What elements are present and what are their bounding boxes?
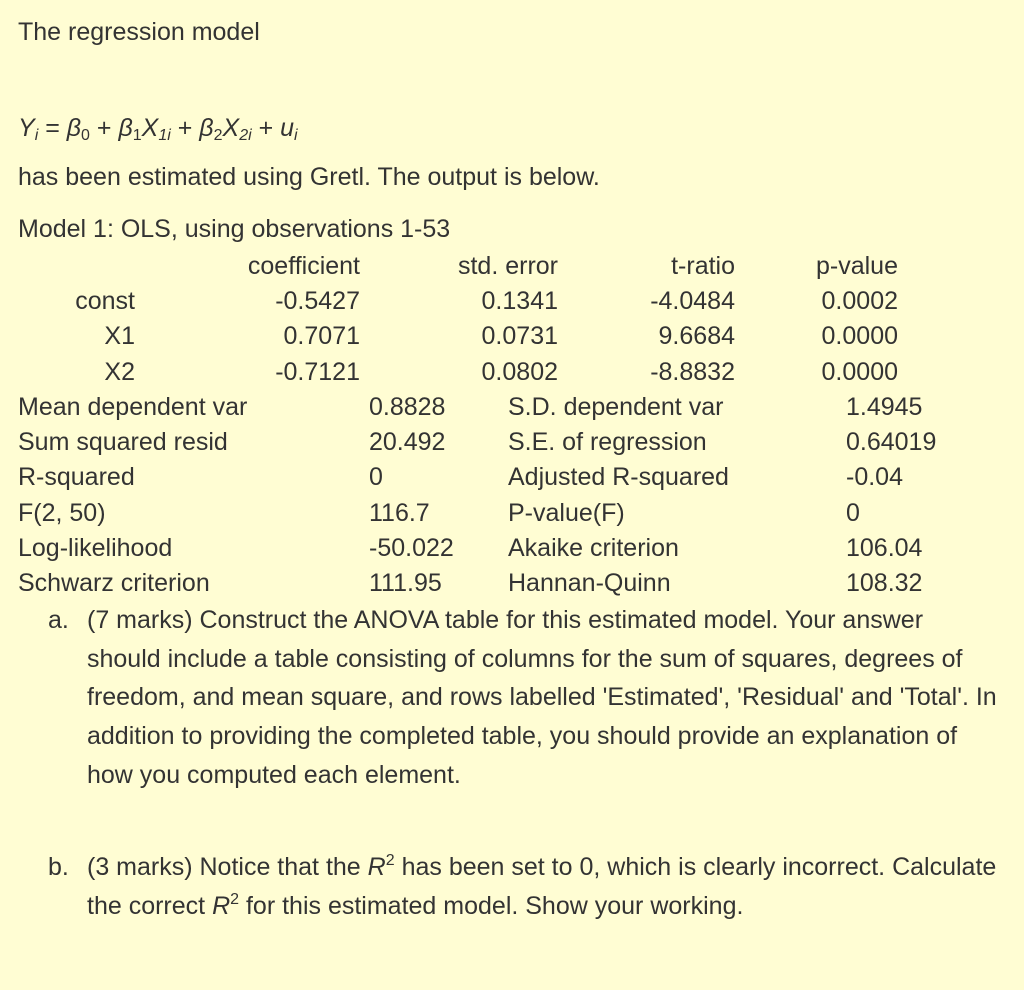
row-name-const: const — [75, 287, 135, 315]
stat-value: -0.04 — [846, 463, 903, 491]
eq-x2: X — [222, 114, 240, 142]
stat-label: Akaike criterion — [508, 534, 679, 562]
eq-plus-3: + — [251, 114, 281, 142]
question-b-text-middle: has been set to 0, which is clearly incorrect. Calculate the correct — [87, 853, 997, 920]
table-cell: -0.7121 — [275, 358, 360, 386]
r-symbol: R — [367, 853, 386, 881]
eq-beta2: β — [199, 114, 214, 142]
table-cell: 0.1341 — [481, 287, 558, 315]
table-cell: -4.0484 — [650, 287, 735, 315]
eq-u: u — [280, 114, 295, 142]
eq-beta0: β — [66, 114, 82, 142]
r-superscript: 2 — [385, 852, 395, 869]
stat-value: 0 — [369, 463, 383, 491]
question-b-text — [87, 848, 1002, 925]
stat-label: Schwarz criterion — [18, 569, 210, 597]
table-cell: 0.0002 — [821, 287, 898, 315]
question-b-marker: b. — [48, 853, 69, 881]
stat-label: R-squared — [18, 463, 135, 491]
model-heading: Model 1: OLS, using observations 1-53 — [18, 215, 451, 243]
stat-value: -50.022 — [369, 534, 454, 562]
table-cell: -8.8832 — [650, 358, 735, 386]
table-cell: 0.0000 — [821, 358, 898, 386]
stat-value: 116.7 — [369, 499, 430, 527]
col-header-std-error: std. error — [457, 252, 558, 280]
row-name-x2: X2 — [104, 358, 135, 386]
stat-label: Hannan-Quinn — [508, 569, 671, 597]
stat-label: P-value(F) — [508, 499, 625, 527]
intro-title: The regression model — [18, 18, 260, 46]
eq-plus-2: + — [170, 114, 200, 142]
col-header-p-value: p-value — [816, 252, 898, 280]
stat-label: Log-likelihood — [18, 534, 173, 562]
eq-plus-1: + — [89, 114, 119, 142]
eq-x2-sub: 2i — [239, 127, 252, 144]
stat-value: 0.64019 — [846, 428, 937, 456]
row-name-x1: X1 — [104, 322, 135, 350]
question-a-marker: a. — [48, 606, 69, 634]
table-cell: -0.5427 — [275, 287, 360, 315]
col-header-coefficient: coefficient — [247, 252, 360, 280]
question-a-text: (7 marks) Construct the ANOVA table for this estimated model. Your answer should include a table consisting of columns for the sum of squares, degrees of freedom, and mean square, and rows labelled 'Estimated', 'Residual' and 'Total'. In addition to providing the completed table, you should provide an explanation of how you computed each element. — [87, 606, 997, 789]
eq-beta1-sub: 1 — [132, 127, 142, 144]
stat-value: 106.04 — [846, 534, 923, 562]
table-cell: 0.0000 — [821, 322, 898, 350]
regression-equation — [18, 113, 298, 143]
stat-label: Adjusted R-squared — [508, 463, 729, 491]
stat-value: 20.492 — [369, 428, 446, 456]
stat-value: 111.95 — [369, 569, 442, 597]
eq-y-sub: i — [34, 127, 39, 144]
r-superscript: 2 — [230, 890, 240, 908]
table-cell: 0.0802 — [481, 358, 558, 386]
table-cell: 0.0731 — [481, 322, 558, 350]
eq-u-sub: i — [294, 127, 298, 144]
stat-label: F(2, 50) — [18, 499, 106, 527]
eq-equals: = — [38, 114, 67, 142]
eq-beta1: β — [118, 114, 133, 142]
eq-beta0-sub: 0 — [81, 127, 90, 144]
table-cell: 9.6684 — [658, 322, 735, 350]
question-b-text-after: for this estimated model. Show your working. — [239, 891, 744, 920]
stat-value: 108.32 — [846, 569, 923, 597]
stat-value: 0.8828 — [369, 393, 446, 421]
col-header-t-ratio: t-ratio — [671, 252, 735, 280]
stat-value: 1.4945 — [846, 393, 923, 421]
eq-y: Y — [18, 114, 35, 142]
stat-label: Sum squared resid — [18, 428, 228, 456]
eq-x1: X — [141, 114, 159, 142]
stat-label: S.D. dependent var — [508, 393, 724, 421]
eq-x1-sub: 1i — [158, 127, 171, 144]
r-symbol: R — [212, 891, 231, 920]
stat-label: S.E. of regression — [508, 428, 707, 456]
question-b-text-before: (3 marks) Notice that the — [87, 853, 368, 881]
stat-label: Mean dependent var — [18, 393, 248, 421]
estimated-line: has been estimated using Gretl. The output is below. — [18, 163, 600, 191]
table-cell: 0.7071 — [283, 322, 360, 350]
eq-beta2-sub: 2 — [213, 127, 223, 144]
stat-value: 0 — [846, 499, 860, 527]
